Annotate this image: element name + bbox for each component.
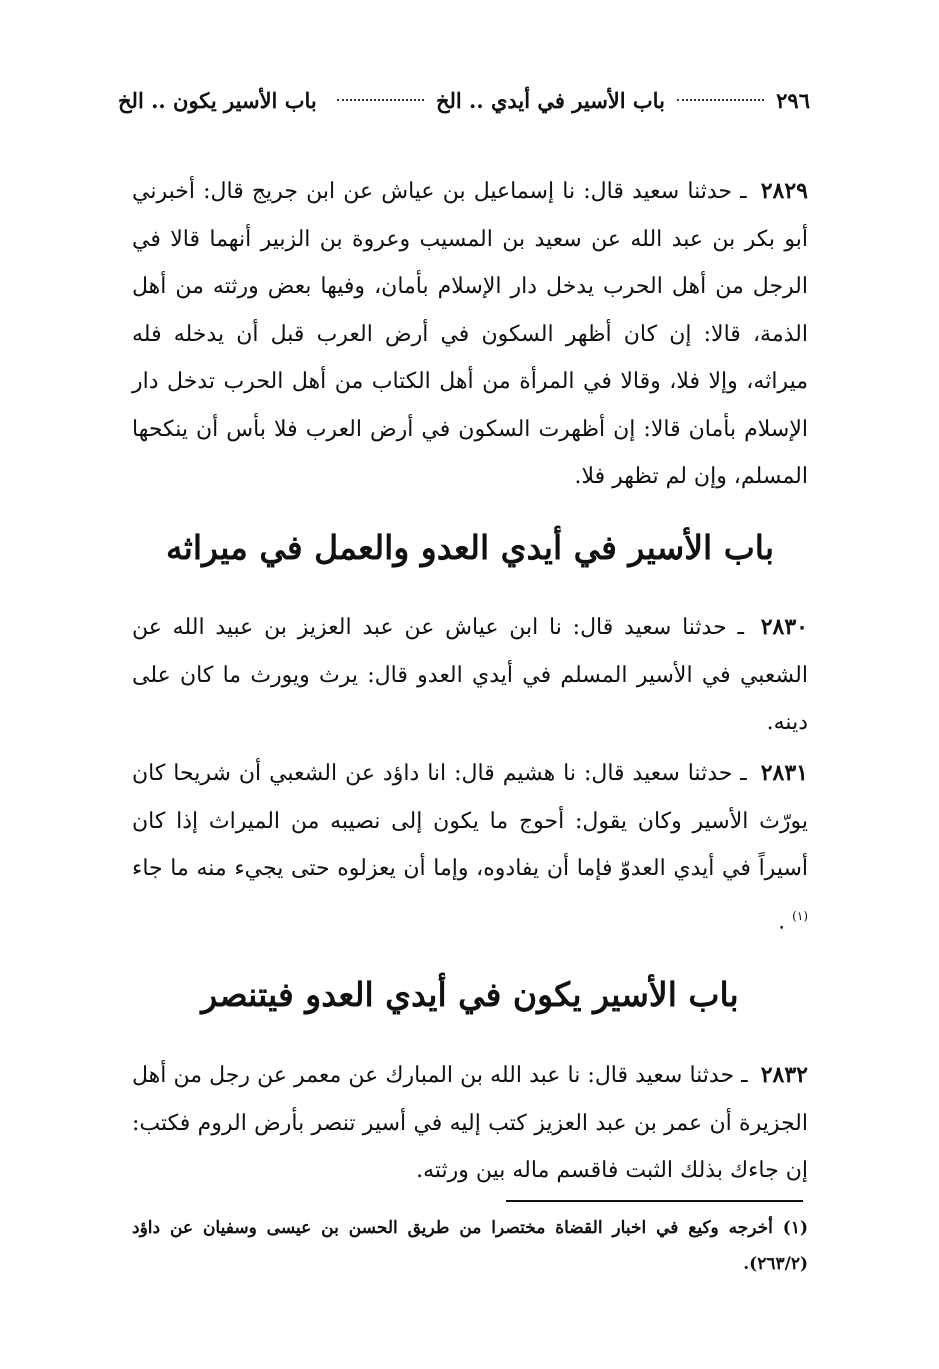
hadith-number: ٢٨٢٩: [760, 178, 808, 204]
hadith-number: ٢٨٣٢: [760, 1062, 808, 1088]
header-title-left: باب الأسير في أيدي .. الخ: [435, 87, 665, 113]
hadith-number: ٢٨٣١: [760, 760, 808, 786]
footnote-reference: (١): [792, 908, 808, 923]
hadith-2832: [132, 1052, 808, 1195]
header-title-right: باب الأسير يكون .. الخ: [118, 87, 317, 113]
footnote-divider: [506, 1200, 803, 1202]
hadith-text: ـ حدثنا سعيد قال: نا هشيم قال: انا داؤد عن الشعبي أن شريحا كان يورّث الأسير وكان يقول: أحوج ما يكون إلى نصيبه من الميراث إذا كان أسيراً في أيدي العدوّ فإما أن يفادوه، وإما أن يعزلوه حتى يجيء منه ما جاء: [132, 761, 808, 881]
header-dotted-leader: [677, 99, 764, 101]
hadith-end-mark: .: [778, 908, 786, 934]
header-dotted-leader-2: [337, 99, 424, 101]
hadith-number: ٢٨٣٠: [760, 614, 808, 640]
hadith-2830: [132, 604, 808, 747]
hadith-2831: [132, 750, 808, 945]
hadith-2829: [132, 168, 808, 501]
running-header: [118, 80, 810, 120]
hadith-text: ـ حدثنا سعيد قال: نا إسماعيل بن عياش عن ابن جريج قال: أخبرني أبو بكر بن عبد الله عن سعيد بن المسيب وعروة بن الزبير أنهما قالا في الرجل من أهل الحرب يدخل دار الإسلام بأمان، وفيها بعض ورثته من أهل الذمة، قالا: إن كان أظهر السكون في أرض العرب قبل أن يدخله فله ميراثه، وإلا فلا، وقالا في المرأة من أهل الكتاب من أهل الحرب تدخل دار الإسلام بأمان قالا: إن أظهرت السكون في أرض العرب فلا بأس أن ينكحها المسلم، وإن لم تظهر فلا.: [132, 179, 808, 489]
chapter-heading-captive-christian: باب الأسير يكون في أيدي العدو فيتنصر: [201, 975, 739, 1014]
hadith-text: ـ حدثنا سعيد قال: نا ابن عياش عن عبد العزيز بن عبيد الله عن الشعبي في الأسير المسلم في أيدي العدو قال: يرث ويورث ما كان على دينه.: [132, 615, 808, 735]
hadith-text: ـ حدثنا سعيد قال: نا عبد الله بن المبارك عن معمر عن رجل من أهل الجزيرة أن عمر بن عبد العزيز كتب إليه في أسير تنصر بأرض الروم فكتب: إن جاءك بذلك الثبت فاقسم ماله بين ورثته.: [132, 1063, 808, 1183]
chapter-heading-captive-inheritance: باب الأسير في أيدي العدو والعمل في ميراثه: [165, 528, 775, 567]
page-number: ٢٩٦: [776, 87, 810, 113]
footnote: (١) أخرجه وكيع في اخبار القضاة مختصرا من طريق الحسن بن عيسى وسفيان عن داؤد (٢٦٣/٢).: [132, 1218, 808, 1274]
